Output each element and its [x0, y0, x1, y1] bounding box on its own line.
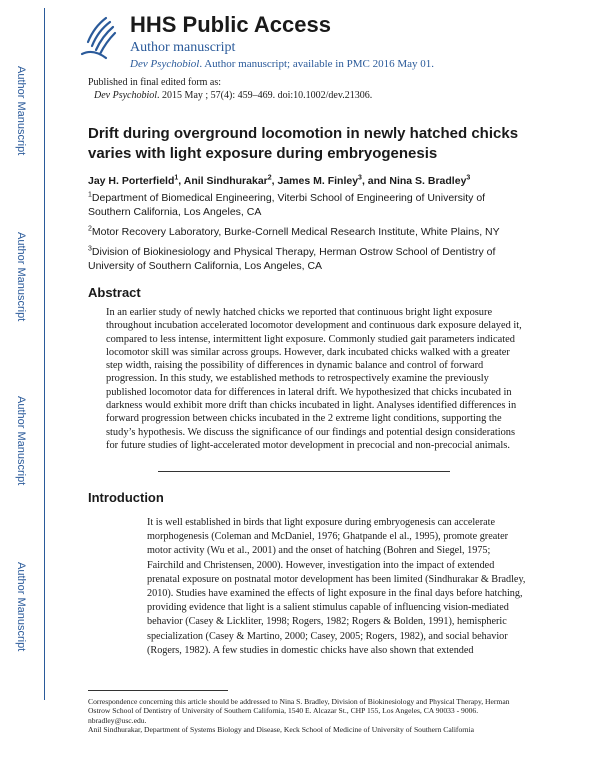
author-sup: 3	[466, 174, 471, 182]
affiliation-text: Motor Recovery Laboratory, Burke-Cornell Medical Research Institute, White Plains, NY	[91, 226, 500, 238]
abstract-body: In an earlier study of newly hatched chicks we reported that continuous bright light exposure throughout incubation accelerated locomotor development and continuous dark exposure delayed it, compared to less intense, intermittent light exposure. Commonly studied gait parameters indicated locomotor skill was similar across groups. However, dark incubated chicks walked with a greater step width, raising the possibility of differences in dynamic balance and control of forward progression. In this study, we established methods to retrospectively examine the previously published locomotor data for differences in lateral drift. We hypothesized that chicks incubated in darkness would exhibit more drift than chicks incubated in light. Analyses identified differences in forward progression between chicks incubated in the 2 extreme light conditions, supporting the study’s hypothesis. We discuss the significance of our findings and potential design considerations for future studies of light-accelerated motor development in precocial and non-precocial animals.	[106, 307, 522, 451]
affiliation	[88, 191, 528, 219]
sidebar-label: Author Manuscript	[15, 232, 27, 322]
author-name: Nina S. Bradley	[389, 175, 467, 187]
availability-text: . Author manuscript; available in PMC 2016 May 01.	[199, 58, 434, 70]
affiliation-text: Division of Biokinesiology and Physical Therapy, Herman Ostrow School of Dentistry of University of Southern California, Los Angeles, CA	[88, 246, 496, 272]
introduction-body	[147, 516, 527, 658]
affiliation-note: Anil Sindhurakar, Department of Systems Biology and Disease, Keck School of Medicine of University of Southern California	[88, 725, 475, 735]
citation-line	[88, 89, 372, 102]
published-line: Published in final edited form as:	[88, 77, 222, 88]
affiliation-text: Department of Biomedical Engineering, Viterbi School of Engineering of University of Southern California, Los Angeles, CA	[88, 192, 486, 218]
citation-journal: Dev Psychobiol	[94, 90, 158, 101]
journal-name: Dev Psychobiol	[130, 58, 200, 70]
brand-title: HHS Public Access	[130, 12, 331, 37]
introduction-heading: Introduction	[88, 490, 164, 505]
sidebar-label: Author Manuscript	[15, 66, 27, 156]
introduction-paragraph: It is well established in birds that light exposure during embryogenesis can accelerate morphogenesis (Coleman and McDaniel, 1976; Ghatpande el al., 1995), promote greater motor activity (Wu et al., 2001) and the onset of hatching (Bohren and Siegel, 1975; Fairchild and Christensen, 2000). However, investigation into the impact of extended prenatal exposure on postnatal motor development has been limited (Sindhurakar & Bradley, 2010). Studies have examined the effects of light exposure in the final days before hatching, providing evidence that light is a salient stimulus capable of influencing vision-mediated behavior (Casey & Lickliter, 1998; Rogers, 1982; Rogers & Bolden, 1991), hemispheric specialization (Casey & Martino, 2000; Casey, 2005; Rogers, 1982), and social behavior (Rogers, 1982). A few studies in domestic chicks have also shown that extended	[147, 517, 526, 656]
availability-line	[130, 58, 434, 70]
author-sep: ,	[271, 175, 278, 187]
hhs-eagle-icon	[76, 12, 120, 64]
author-list	[88, 175, 538, 187]
left-sidebar	[0, 0, 52, 776]
affiliation-sup: 1	[88, 191, 92, 199]
author-sup: 2	[267, 174, 272, 182]
header	[76, 12, 576, 72]
author-name: Jay H. Porterfield	[88, 175, 175, 187]
author-name: James M. Finley	[277, 175, 359, 187]
article-title: Drift during overground locomotion in newly hatched chicks varies with light exposure during embryogenesis	[88, 125, 519, 162]
affiliation	[88, 245, 528, 273]
affiliation-sup: 2	[88, 225, 92, 233]
footnote-divider	[88, 690, 228, 691]
footnotes	[88, 697, 528, 735]
publication-info	[88, 76, 372, 102]
section-divider	[158, 471, 450, 472]
citation-text: . 2015 May ; 57(4): 459–469. doi:10.1002/dev.21306.	[157, 90, 373, 101]
sidebar-label: Author Manuscript	[15, 396, 27, 486]
author-sep: , and	[361, 175, 390, 187]
author-name: Anil Sindhurakar	[183, 175, 268, 187]
affiliation-sup: 3	[88, 245, 92, 253]
brand-subtitle: Author manuscript	[130, 40, 236, 55]
sidebar-label: Author Manuscript	[15, 562, 27, 652]
author-sup: 3	[358, 174, 362, 182]
abstract-heading: Abstract	[88, 285, 141, 300]
author-sep: ,	[178, 175, 184, 187]
correspondence-note: Correspondence concerning this article should be addressed to Nina S. Bradley, Division of Biokinesiology and Physical Therapy, Herman Ostrow School of Dentistry of University of Southern California, 1540 E. Alcazar St., CHP 155, Los Angeles, CA 90033 - 9006. nbradley@usc.edu.	[88, 697, 510, 725]
sidebar-rule	[44, 8, 45, 700]
author-sup: 1	[174, 174, 179, 182]
affiliation	[88, 225, 528, 239]
